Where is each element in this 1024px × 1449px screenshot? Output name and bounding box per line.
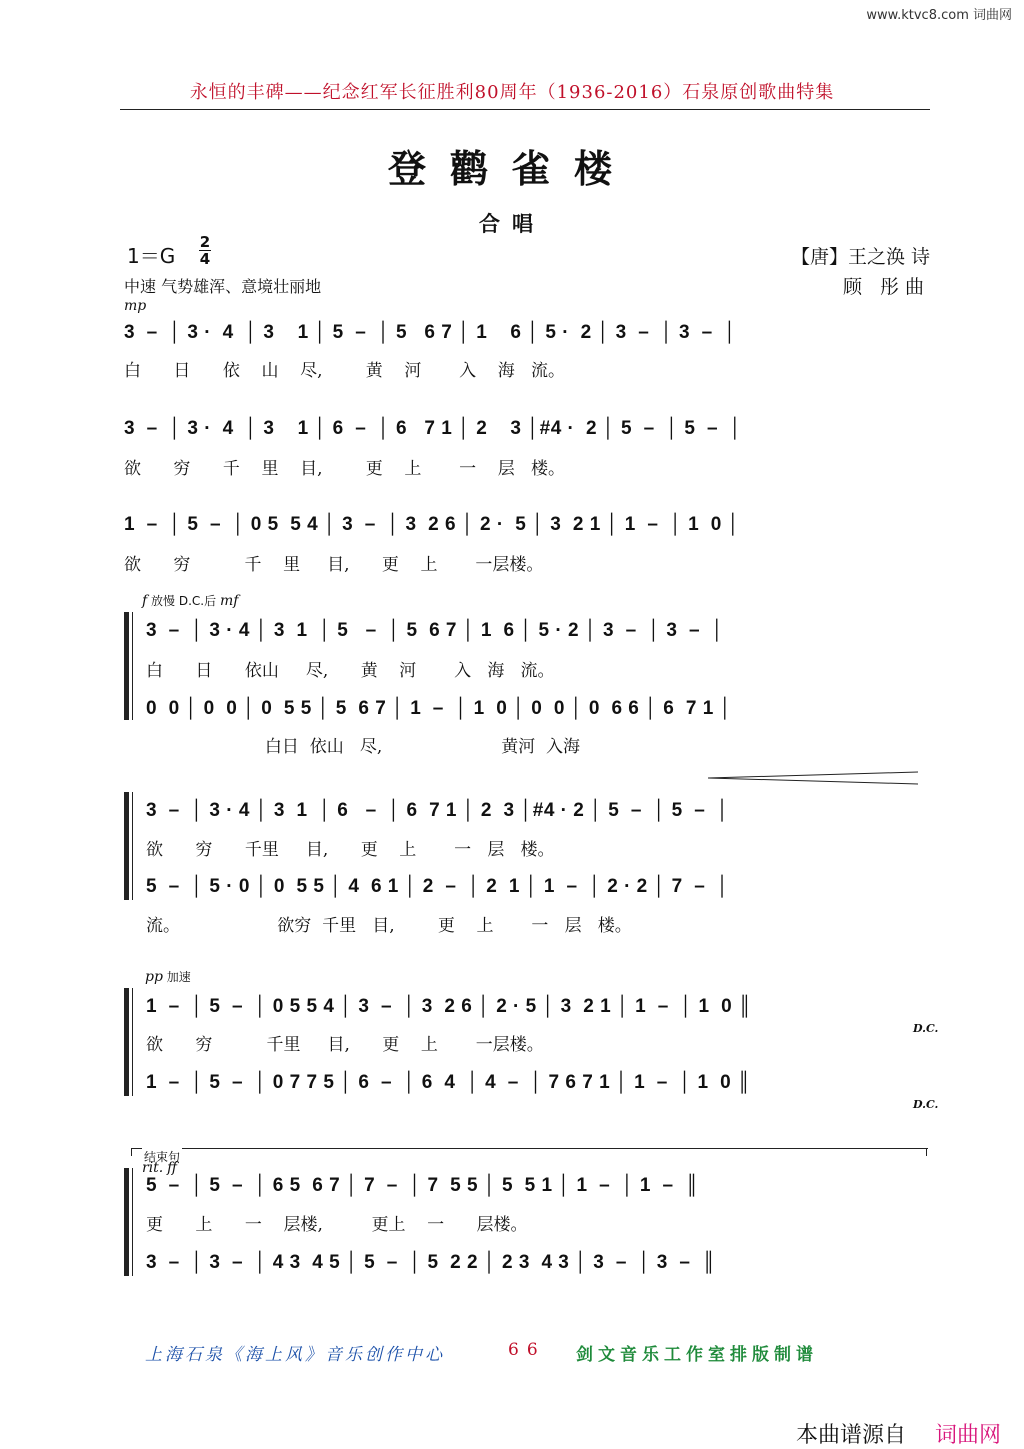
song-subtitle: 合唱 [479, 211, 545, 236]
lyrics-row-2: 欲 穷 千 里 目, 更 上 一 层 楼。 [124, 459, 565, 479]
notation-row-2: 3 – │ 3 · 4 │ 3 1 │ 6 – │ 6 7 1 │ 2 3 │#4 · 2 │ 5 – │ 5 – │ [124, 418, 742, 439]
system-1-markings [142, 592, 238, 609]
coda-upper-lyrics: 更 上 一 层楼, 更上 一 层楼。 [146, 1215, 528, 1235]
coda-upper-notes: 5 – │ 5 – │ 6 5 6 7 │ 7 – │ 7 5 5 │ 5 5 1 │ 1 – │ 1 – ║ [146, 1175, 700, 1196]
series-title: 永恒的丰碑——纪念红军长征胜利80周年（1936-2016）石泉原创歌曲特集 [189, 82, 835, 103]
system-bracket-2-thin [132, 792, 139, 900]
accel-marking: 加速 [166, 970, 191, 984]
composer-credit: 顾 彤曲 [842, 276, 930, 298]
coda-lower-notes: 3 – │ 3 – │ 4 3 4 5 │ 5 – │ 5 2 2 │ 2 3 4 3 │ 3 – │ 3 – ║ [146, 1252, 716, 1273]
choir2-upper-lyrics: 欲 穷 千里 目, 更 上 一 层 楼。 [146, 840, 555, 860]
key-signature: 1＝G [127, 244, 176, 268]
time-sig-top: 2 [199, 233, 211, 251]
choir2-lower-lyrics: 流。 欲穷 千里 目, 更 上 一 层 楼。 [146, 916, 632, 936]
ending-bracket [131, 1148, 928, 1159]
choir3-upper-lyrics: 欲 穷 千里 目, 更 上 一层楼。 [146, 1035, 544, 1055]
tempo-marking: 中速 气势雄浑、意境壮丽地 [124, 277, 322, 296]
choir2-lower-notes: 5 – │ 5 · 0 │ 0 5 5 │ 4 6 1 │ 2 – │ 2 1 │ 1 – │ 2 · 2 │ 7 – │ [146, 876, 730, 897]
dc-mark-upper: D.C. [913, 1022, 939, 1035]
choir3-lower-notes: 1 – │ 5 – │ 0 7 7 5 │ 6 – │ 6 4 │ 4 – │ 7 6 7 1 │ 1 – │ 1 0 ║ [146, 1072, 751, 1093]
decrescendo-hairpin [708, 770, 918, 786]
dynamic-mp: mp [124, 298, 147, 314]
notation-row-1: 3 – │ 3 · 4 │ 3 1 │ 5 – │ 5 6 7 │ 1 6 │ 5 · 2 │ 3 – │ 3 – │ [124, 322, 737, 343]
coda-markings [142, 1160, 177, 1176]
header-rule [120, 109, 930, 110]
time-sig-bottom: 4 [199, 250, 211, 268]
lyrics-row-3: 欲 穷 千 里 目, 更 上 一层楼。 [124, 555, 544, 575]
dynamic-mf: mf [219, 593, 239, 609]
choir1-upper-lyrics: 白 日 依山 尽, 黄 河 入 海 流。 [146, 661, 555, 681]
rit-marking: rit. [142, 1160, 164, 1176]
ending-label: 结束句 [144, 1150, 181, 1164]
site-watermark: www.ktvc8.com 词曲网 [866, 8, 1012, 23]
notation-row-3: 1 – │ 5 – │ 0 5 5 4 │ 3 – │ 3 2 6 │ 2 · 5 │ 3 2 1 │ 1 – │ 1 0 │ [124, 514, 740, 535]
choir1-lower-notes: 0 0 │ 0 0 │ 0 5 5 │ 5 6 7 │ 1 – │ 1 0 │ 0 0 │ 0 6 6 │ 6 7 1 │ [146, 698, 732, 719]
system-bracket-1-thin [132, 612, 139, 720]
system-bracket-coda-thin [132, 1168, 139, 1276]
source-site-link[interactable]: 词曲网 [935, 1423, 1002, 1448]
dc-after-marking: D.C.后 [178, 594, 217, 608]
time-signature [199, 234, 211, 267]
choir1-lower-lyrics: 白日 依山 尽, 黄河 入海 [146, 737, 580, 757]
dc-mark-lower: D.C. [913, 1098, 939, 1111]
lyrics-row-1: 白 日 依 山 尽, 黄 河 入 海 流。 [124, 361, 565, 381]
page-number: 66 [508, 1340, 546, 1360]
poet-credit: 【唐】王之涣 诗 [790, 246, 930, 268]
dynamic-f: f [142, 593, 148, 609]
ending-bracket-right [926, 1148, 927, 1156]
slow-marking: 放慢 [151, 594, 176, 608]
song-title: 登鹳雀楼 [387, 146, 636, 191]
system-3-markings [145, 968, 191, 985]
system-bracket-3-thin [132, 988, 139, 1096]
source-prefix: 本曲谱源自 [796, 1423, 907, 1448]
choir2-upper-notes: 3 – │ 3 · 4 │ 3 1 │ 6 – │ 6 7 1 │ 2 3 │#4 · 2 │ 5 – │ 5 – │ [146, 800, 730, 821]
dynamic-ff: ff [167, 1160, 177, 1176]
choir1-upper-notes: 3 – │ 3 · 4 │ 3 1 │ 5 – │ 5 6 7 │ 1 6 │ 5 · 2 │ 3 – │ 3 – │ [146, 620, 725, 641]
ending-bracket-left [131, 1148, 132, 1156]
footer-publisher: 上海石泉《海上风》音乐创作中心 [145, 1345, 445, 1365]
choir3-upper-notes: 1 – │ 5 – │ 0 5 5 4 │ 3 – │ 3 2 6 │ 2 · 5 │ 3 2 1 │ 1 – │ 1 0 ║ [146, 996, 752, 1017]
dynamic-pp: pp [145, 969, 163, 985]
footer-engraver: 剑文音乐工作室排版制谱 [576, 1345, 818, 1365]
